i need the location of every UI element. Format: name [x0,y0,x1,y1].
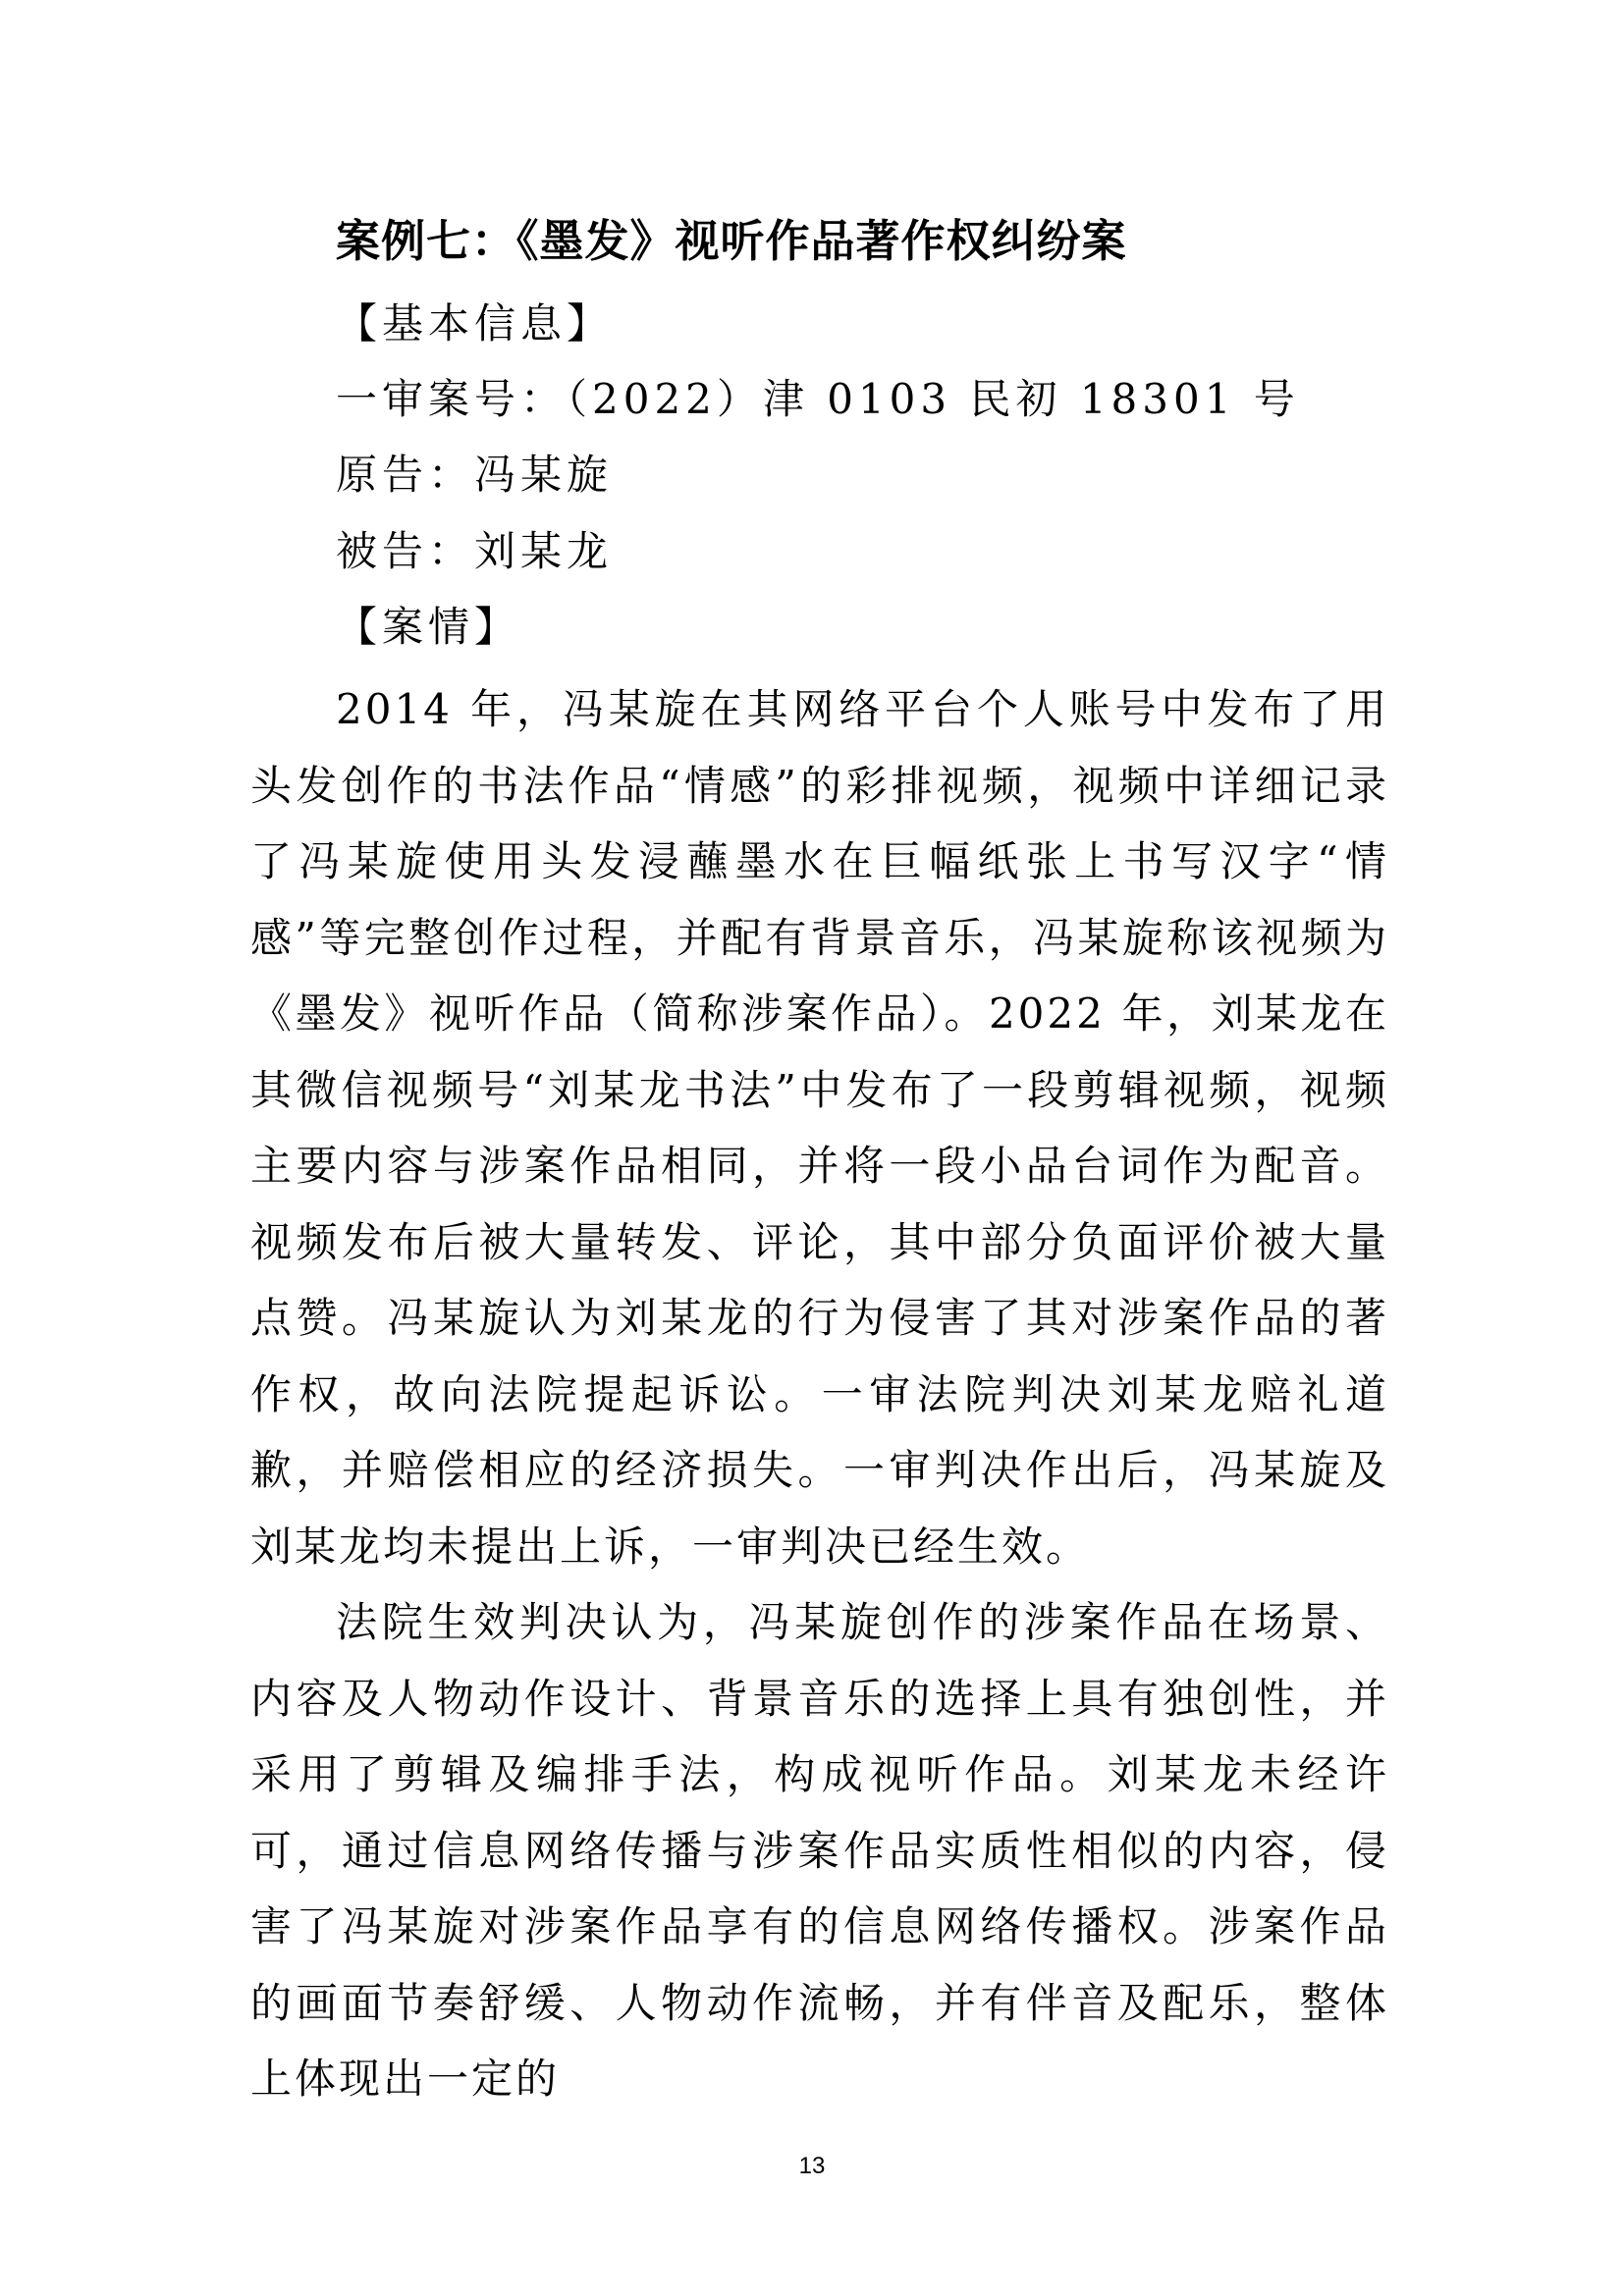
page-number: 13 [798,2153,826,2179]
body-paragraph-facts: 2014 年，冯某旋在其网络平台个人账号中发布了用头发创作的书法作品“情感”的彩排视频，视频中详细记录了冯某旋使用头发浸蘸墨水在巨幅纸张上书写汉字“情感”等完整创作过程，并配有背景音乐，冯某旋称该视频为《墨发》视听作品（简称涉案作品）。2022 年，刘某龙在其微信视频号“刘某龙书法”中发布了一段剪辑视频，视频主要内容与涉案作品相同，并将一段小品台词作为配音。视频发布后被大量转发、评论，其中部分负面评价被大量点赞。冯某旋认为刘某龙的行为侵害了其对涉案作品的著作权，故向法院提起诉讼。一审法院判决刘某龙赔礼道歉，并赔偿相应的经济损失。一审判决作出后，冯某旋及刘某龙均未提出上诉，一审判决已经生效。 [250,685,1389,1571]
body-paragraph-judgment: 法院生效判决认为，冯某旋创作的涉案作品在场景、内容及人物动作设计、背景音乐的选择上具有独创性，并采用了剪辑及编排手法，构成视听作品。刘某龙未经许可，通过信息网络传播与涉案作品实质性相似的内容，侵害了冯某旋对涉案作品享有的信息网络传播权。涉案作品的画面节奏舒缓、人物动作流畅，并有伴音及配乐，整体上体现出一定的 [250,1598,1389,2103]
section-heading-basic-info: 【基本信息】 [336,299,614,347]
section-heading-facts: 【案情】 [336,603,521,651]
case-title: 案例七：《墨发》视听作品著作权纠纷案 [336,215,1127,267]
case-number: 一审案号：（2022）津 0103 民初 18301 号 [336,375,1300,423]
plaintiff: 原告：冯某旋 [336,451,614,499]
defendant: 被告：刘某龙 [336,527,614,575]
